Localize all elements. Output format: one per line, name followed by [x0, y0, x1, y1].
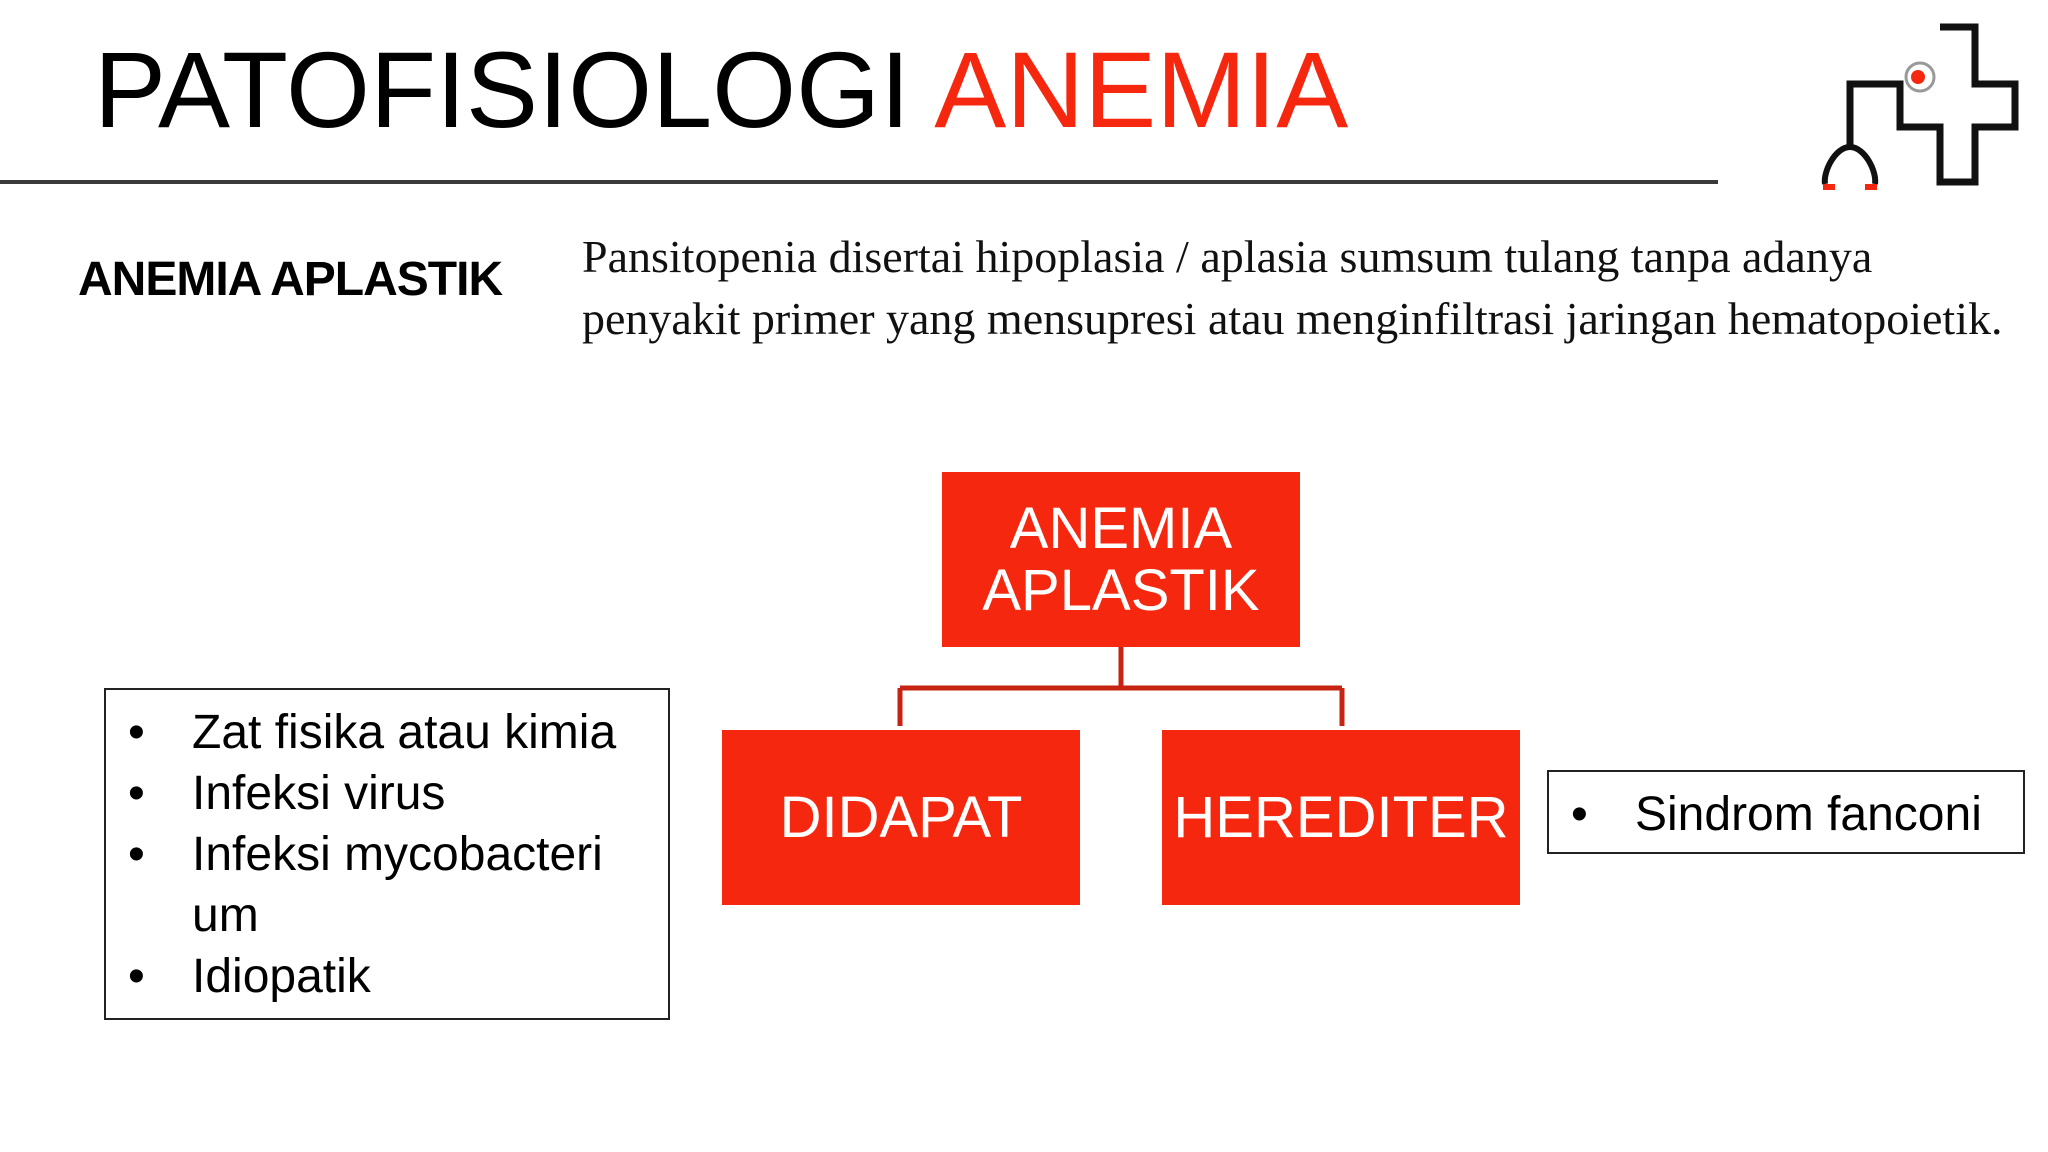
list-item: • Zat fisika atau kimia	[106, 702, 658, 763]
hereditary-causes-box	[1547, 770, 2025, 854]
title-accent: ANEMIA	[934, 29, 1349, 150]
acquired-node-label: DIDAPAT	[779, 784, 1023, 850]
term-heading: ANEMIA APLASTIK	[78, 253, 503, 306]
hereditary-node-box	[1162, 730, 1520, 905]
title-main: PATOFISIOLOGI	[94, 29, 911, 150]
medical-cross-stethoscope-icon	[1795, 22, 2025, 197]
hereditary-node-label: HEREDITER	[1173, 784, 1509, 850]
list-item: • Infeksi mycobacteri um	[106, 824, 658, 946]
root-node-line1: ANEMIA	[1009, 495, 1233, 561]
acquired-causes-box	[104, 688, 670, 1020]
definition-text: Pansitopenia disertai hipoplasia / aplasia sumsum tulang tanpa adanya penyakit primer yang mensupresi atau menginfiltrasi jaringan hematopoietik.	[582, 231, 2003, 344]
list-item: • Infeksi virus	[106, 763, 658, 824]
acquired-node-box	[722, 730, 1080, 905]
root-node-line2: APLASTIK	[982, 557, 1260, 623]
root-node-box	[942, 472, 1300, 647]
list-item: • Idiopatik	[106, 946, 658, 1007]
list-item: • Sindrom fanconi	[1549, 784, 2023, 845]
acquired-causes-list	[106, 702, 658, 1007]
slide-title	[94, 29, 1349, 150]
title-divider	[0, 180, 1718, 184]
hereditary-causes-list	[1549, 784, 2023, 845]
